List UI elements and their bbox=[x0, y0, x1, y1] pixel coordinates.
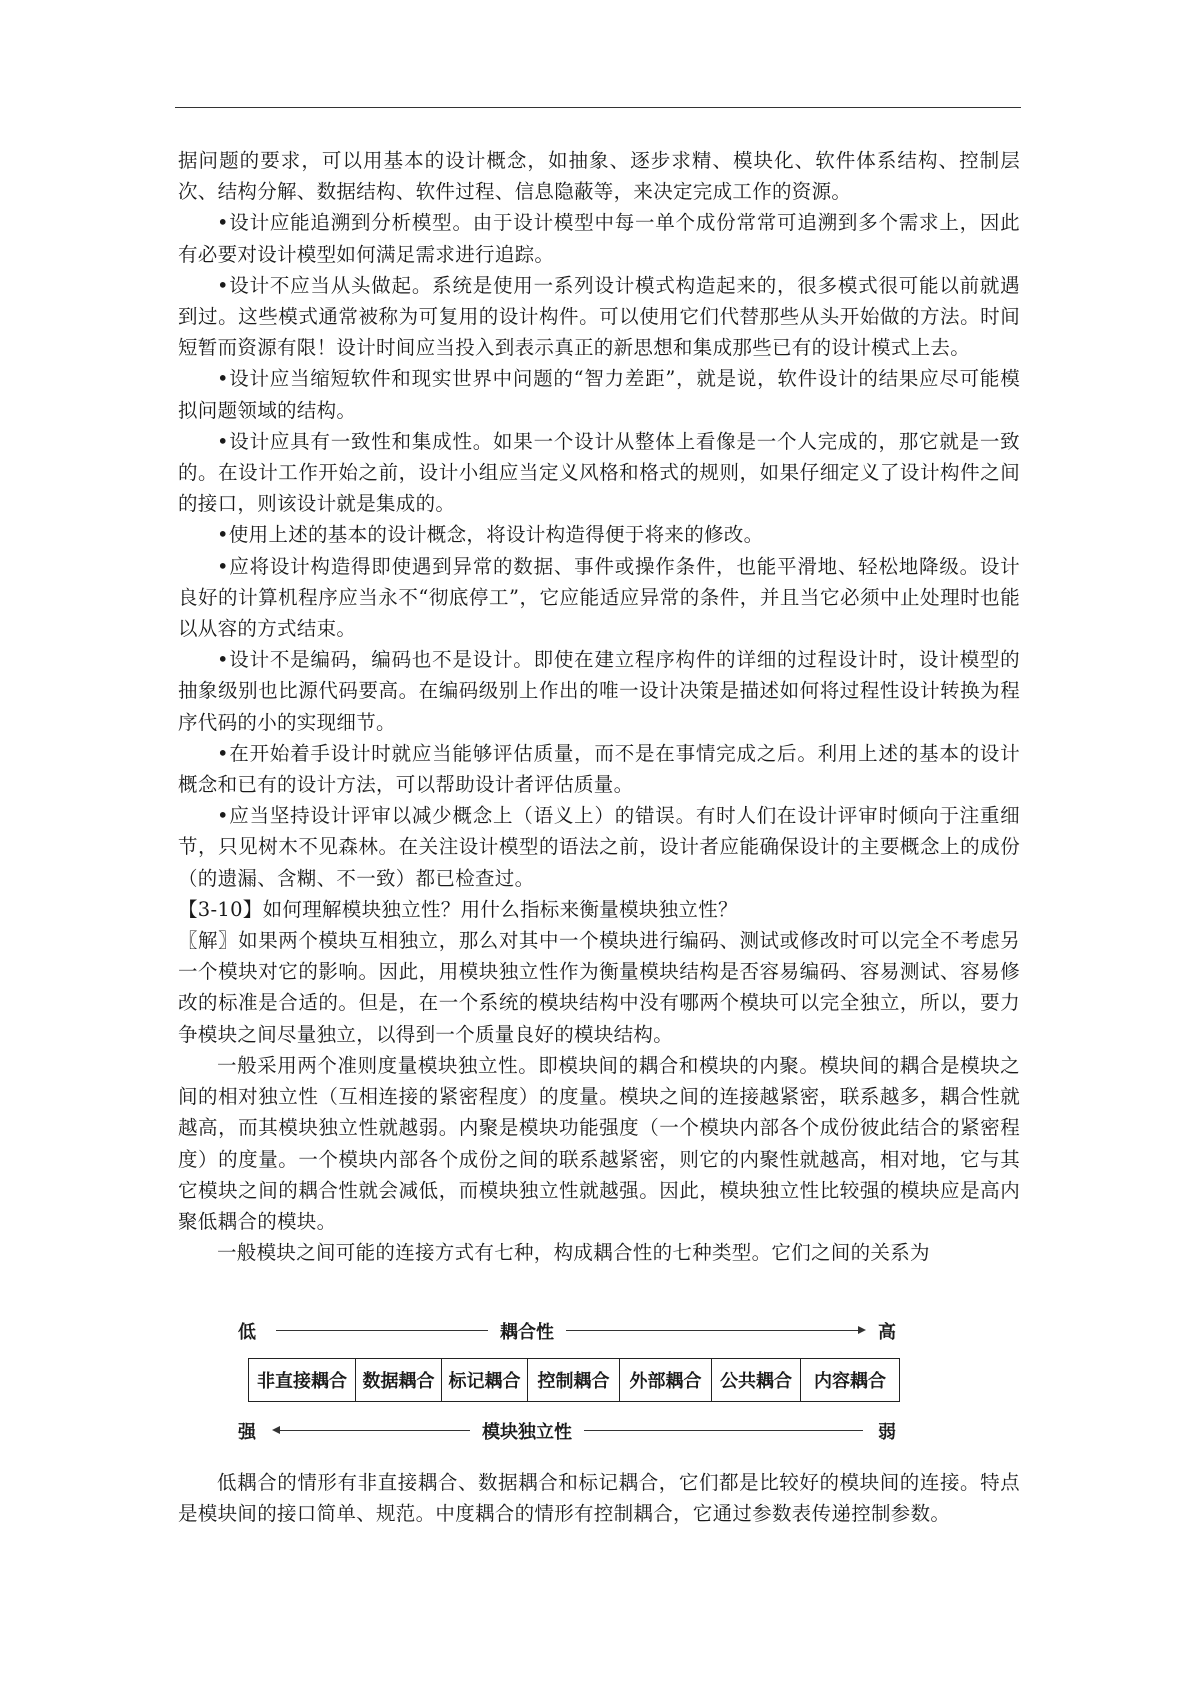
arrow-right-icon bbox=[858, 1326, 866, 1334]
bullet-paragraph: •应将设计构造得即使遇到异常的数据、事件或操作条件，也能平滑地、轻松地降级。设计良好的计算机程序应当永不“彻底停工”，它应能适应异常的条件，并且当它必须中止处理时也能以从容的方式结束。 bbox=[178, 554, 1020, 641]
paragraph: 一般采用两个准则度量模块独立性。即模块间的耦合和模块的内聚。模块间的耦合是模块之间的相对独立性（互相连接的紧密程度）的度量。模块之间的连接越紧密，联系越多，耦合性就越高，而其模块独立性就越弱。内聚是模块功能强度（一个模块内部各个成份彼此结合的紧密程度）的度量。一个模块内部各个成份之间的联系越紧密，则它的内聚性就越高，相对地，它与其它模块之间的耦合性就会减低，而模块独立性就越强。因此，模块独立性比较强的模块应是高内聚低耦合的模块。 bbox=[178, 1053, 1020, 1233]
coupling-label: 耦合性 bbox=[488, 1318, 566, 1344]
answer-paragraph: 〖解〗如果两个模块互相独立，那么对其中一个模块进行编码、测试或修改时可以完全不考虑另一个模块对它的影响。因此，用模块独立性作为衡量模块结构是否容易编码、容易测试、容易修改的标准是合适的。但是，在一个系统的模块结构中没有哪两个模块可以完全独立，所以，要力争模块之间尽量独立，以得到一个质量良好的模块结构。 bbox=[178, 929, 1020, 1046]
coupling-types-table bbox=[248, 1358, 900, 1402]
independence-arrow bbox=[238, 1416, 900, 1444]
bullet-paragraph: •设计应当缩短软件和现实世界中问题的“智力差距”，就是说，软件设计的结果应尽可能模拟问题领域的结构。 bbox=[178, 367, 1020, 422]
body-text bbox=[178, 145, 1020, 1268]
table-cell: 数据耦合 bbox=[356, 1359, 442, 1402]
table-cell: 公共耦合 bbox=[712, 1359, 801, 1402]
independence-label: 模块独立性 bbox=[470, 1418, 584, 1444]
coupling-low-label: 低 bbox=[238, 1322, 256, 1343]
coupling-high-label: 高 bbox=[878, 1322, 896, 1343]
table-cell: 内容耦合 bbox=[801, 1359, 900, 1402]
bullet-paragraph: •应当坚持设计评审以减少概念上（语义上）的错误。有时人们在设计评审时倾向于注重细节，只见树木不见森林。在关注设计模型的语法之前，设计者应能确保设计的主要概念上的成份（的遗漏、含糊、不一致）都已检查过。 bbox=[178, 804, 1020, 890]
bullet-paragraph: •使用上述的基本的设计概念，将设计构造得便于将来的修改。 bbox=[217, 523, 764, 547]
bullet-paragraph: •在开始着手设计时就应当能够评估质量，而不是在事情完成之后。利用上述的基本的设计概念和已有的设计方法，可以帮助设计者评估质量。 bbox=[178, 741, 1020, 797]
independence-strong-label: 强 bbox=[238, 1422, 256, 1443]
coupling-diagram bbox=[238, 1316, 900, 1443]
bullet-paragraph: •设计应具有一致性和集成性。如果一个设计从整体上看像是一个人完成的，那它就是一致的。在设计工作开始之前，设计小组应当定义风格和格式的规则，如果仔细定义了设计构件之间的接口，则该设计就是集成的。 bbox=[178, 429, 1020, 516]
table-cell: 非直接耦合 bbox=[249, 1359, 356, 1402]
paragraph: 低耦合的情形有非直接耦合、数据耦合和标记耦合，它们都是比较好的模块间的连接。特点是模块间的接口简单、规范。中度耦合的情形有控制耦合，它通过参数表传递控制参数。 bbox=[178, 1471, 1020, 1526]
independence-weak-label: 弱 bbox=[878, 1422, 896, 1443]
table-row bbox=[249, 1359, 900, 1402]
bullet-paragraph: •设计不是编码，编码也不是设计。即使在建立程序构件的详细的过程设计时，设计模型的抽象级别也比源代码要高。在编码级别上作出的唯一设计决策是描述如何将过程性设计转换为程序代码的小的实现细节。 bbox=[178, 648, 1020, 734]
table-cell: 控制耦合 bbox=[528, 1359, 620, 1402]
body-text-after bbox=[178, 1467, 1020, 1529]
table-cell: 外部耦合 bbox=[620, 1359, 712, 1402]
arrow-line bbox=[276, 1330, 863, 1331]
paragraph: 一般模块之间可能的连接方式有七种，构成耦合性的七种类型。它们之间的关系为 bbox=[217, 1241, 930, 1265]
paragraph: 据问题的要求，可以用基本的设计概念，如抽象、逐步求精、模块化、软件体系结构、控制层次、结构分解、数据结构、软件过程、信息隐蔽等，来决定完成工作的资源。 bbox=[178, 149, 1020, 204]
coupling-arrow bbox=[238, 1316, 900, 1344]
header-rule bbox=[175, 107, 1021, 108]
bullet-paragraph: •设计应能追溯到分析模型。由于设计模型中每一单个成份常常可追溯到多个需求上，因此有必要对设计模型如何满足需求进行追踪。 bbox=[178, 211, 1020, 266]
bullet-paragraph: •设计不应当从头做起。系统是使用一系列设计模式构造起来的，很多模式很可能以前就遇到过。这些模式通常被称为可复用的设计构件。可以使用它们代替那些从头开始做的方法。时间短暂而资源有限！设计时间应当投入到表示真正的新思想和集成那些已有的设计模式上去。 bbox=[178, 273, 1020, 360]
question-heading: 【3-10】如何理解模块独立性？用什么指标来衡量模块独立性？ bbox=[178, 897, 738, 921]
table-cell: 标记耦合 bbox=[442, 1359, 528, 1402]
